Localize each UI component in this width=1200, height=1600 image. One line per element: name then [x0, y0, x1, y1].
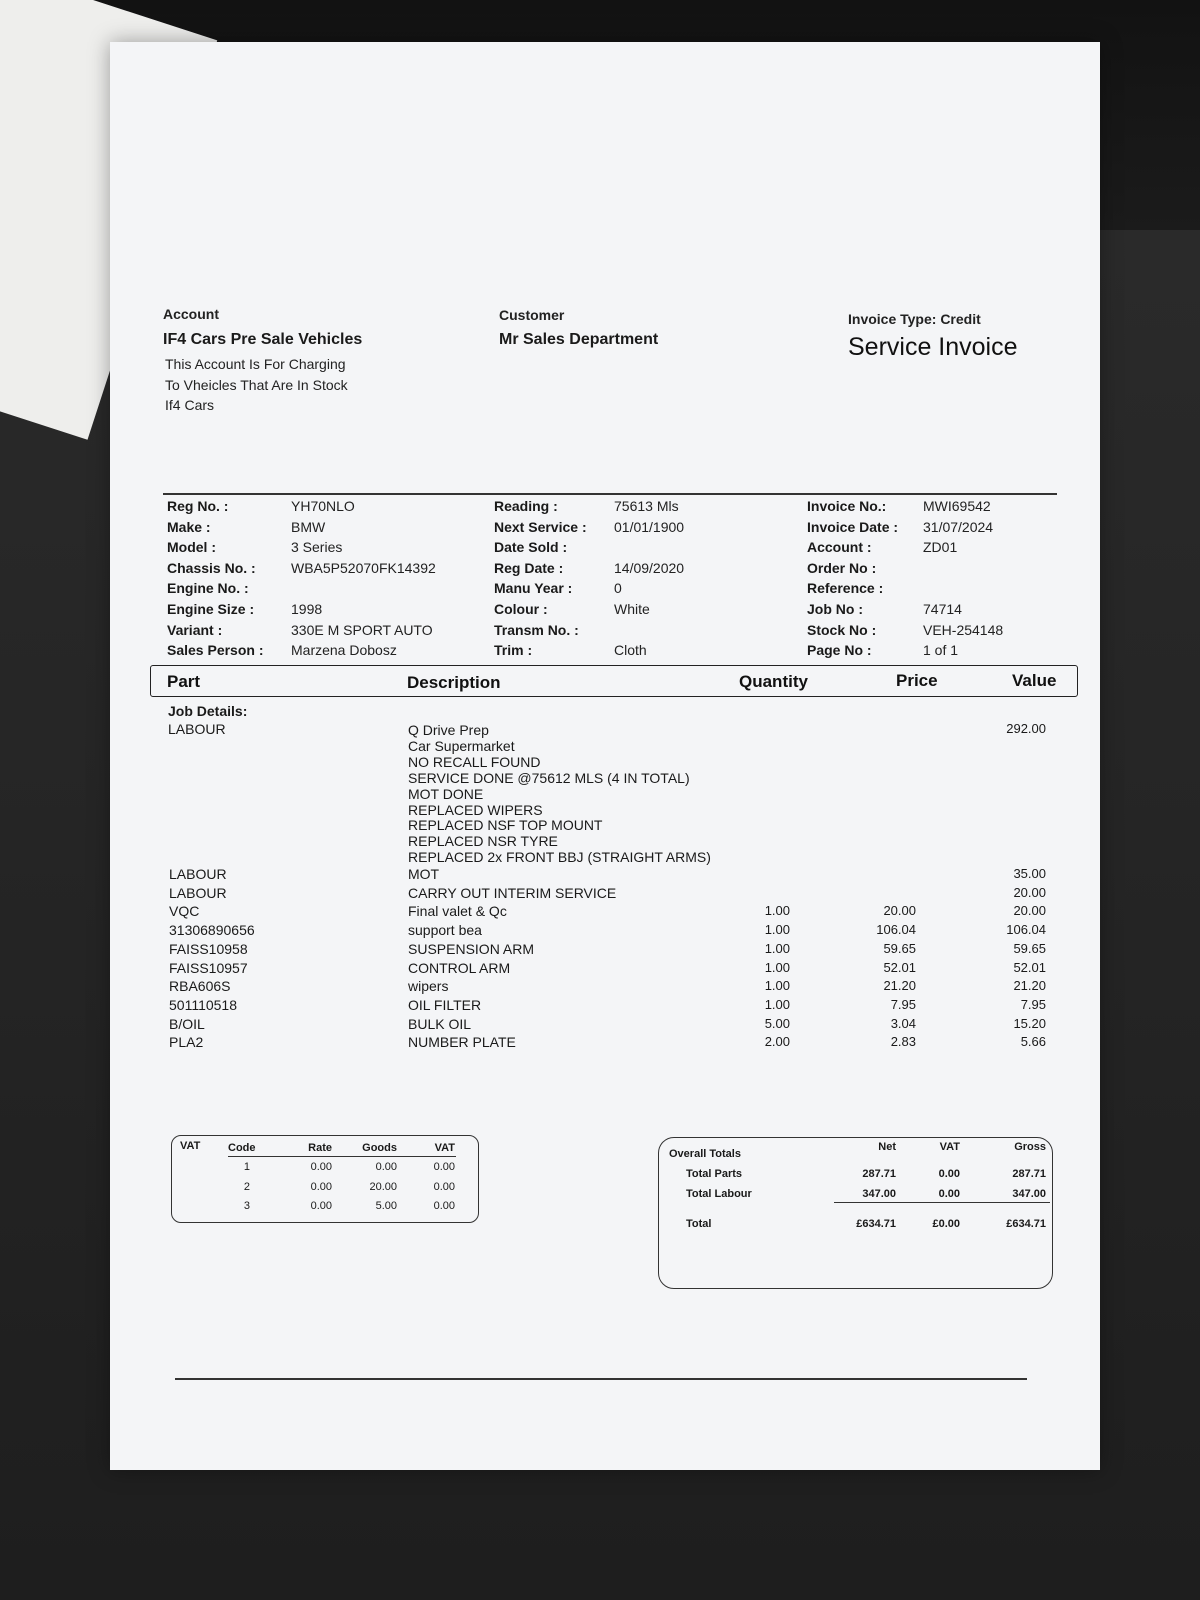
col3-label-2: Account : [807, 539, 872, 556]
item-description: Final valet & Qc [408, 903, 507, 920]
item-price: 52.01 [883, 959, 916, 975]
col3-label-3: Order No : [807, 559, 877, 576]
col1-value-7: Marzena Dobosz [291, 642, 397, 659]
header-divider [163, 493, 1057, 495]
col2-label-6: Transm No. : [494, 621, 579, 638]
col1-label-5: Engine Size : [167, 601, 255, 617]
item-value: 52.01 [1013, 959, 1046, 975]
customer-name: Mr Sales Department [499, 331, 659, 348]
first-item-desc-line-0: Q Drive Prep [408, 722, 489, 738]
col3-value-5: 74714 [923, 601, 962, 617]
vat-cell: 5.00 [375, 1200, 397, 1212]
vat-cell: 0.00 [433, 1200, 455, 1212]
item-price: 7.95 [890, 996, 916, 1012]
item-quantity: 1.00 [764, 978, 790, 994]
item-description: OIL FILTER [408, 996, 482, 1013]
column-header-bar [150, 665, 1078, 697]
col3-value-6: VEH-254148 [923, 621, 1004, 638]
item-description: support bea [408, 922, 482, 939]
vat-cell: 2 [243, 1180, 250, 1193]
totals-header-0: Net [878, 1141, 896, 1153]
item-part: LABOUR [169, 884, 227, 901]
col2-value-5: White [614, 601, 650, 617]
first-item-desc-line-3: SERVICE DONE @75612 MLS (4 IN TOTAL) [408, 769, 690, 786]
account-name: IF4 Cars Pre Sale Vehicles [163, 331, 363, 348]
item-part: 501110518 [169, 996, 237, 1013]
col1-value-5: 1998 [291, 601, 323, 617]
item-value: 21.20 [1013, 978, 1046, 994]
grand-total-net: £634.71 [856, 1218, 896, 1230]
grand-total-gross: £634.71 [1006, 1218, 1046, 1230]
col1-value-6: 330E M SPORT AUTO [291, 621, 433, 638]
item-price: 2.83 [890, 1034, 916, 1050]
account-address-3: If4 Cars [165, 397, 215, 413]
col3-value-1: 31/07/2024 [923, 518, 994, 535]
first-item-desc-line-6: REPLACED NSF TOP MOUNT [408, 817, 603, 834]
vat-header-2: Goods [362, 1142, 397, 1154]
column-price: Price [896, 671, 938, 690]
col3-value-2: ZD01 [923, 539, 958, 556]
item-description: wipers [408, 978, 449, 995]
item-price: 20.00 [883, 903, 916, 919]
col2-label-4: Manu Year : [494, 580, 573, 597]
vat-box-title: VAT [180, 1140, 201, 1152]
col1-label-1: Make : [167, 518, 211, 535]
item-value: 20.00 [1013, 884, 1046, 900]
account-address-1: This Account Is For Charging [165, 356, 346, 372]
invoice-sheet [110, 42, 1100, 1470]
item-price: 106.04 [876, 922, 916, 938]
item-part: PLA2 [169, 1034, 204, 1051]
item-part: FAISS10957 [169, 959, 248, 976]
grand-total-vat: £0.00 [932, 1218, 960, 1230]
vat-header-0: Code [228, 1142, 256, 1154]
item-value: 106.04 [1006, 922, 1046, 938]
col2-value-1: 01/01/1900 [614, 518, 685, 535]
col3-label-5: Job No : [807, 601, 863, 617]
column-description: Description [407, 673, 501, 692]
account-address-2: To Vheicles That Are In Stock [165, 377, 348, 393]
column-quantity: Quantity [739, 672, 808, 691]
item-value: 35.00 [1013, 866, 1046, 881]
col3-label-1: Invoice Date : [807, 518, 899, 535]
item-quantity: 1.00 [764, 940, 790, 956]
item-price: 21.20 [883, 978, 916, 994]
col3-label-4: Reference : [807, 580, 884, 597]
vat-header-rule [228, 1156, 456, 1157]
first-item-value: 292.00 [1006, 721, 1046, 736]
grand-total-label: Total [686, 1218, 712, 1230]
col3-value-7: 1 of 1 [923, 642, 959, 659]
col2-label-3: Reg Date : [494, 559, 564, 576]
item-value: 15.20 [1013, 1015, 1046, 1031]
first-item-desc-line-8: REPLACED 2x FRONT BBJ (STRAIGHT ARMS) [408, 849, 711, 866]
col3-value-0: MWI69542 [923, 498, 991, 514]
item-quantity: 1.00 [764, 903, 790, 919]
item-value: 59.65 [1013, 940, 1046, 956]
item-quantity: 1.00 [764, 996, 790, 1012]
col2-label-0: Reading : [494, 498, 558, 514]
col2-value-0: 75613 Mls [614, 498, 679, 514]
col2-value-7: Cloth [614, 642, 647, 659]
totals-row-vat: 0.00 [938, 1168, 960, 1180]
vat-cell: 3 [243, 1200, 250, 1212]
vat-header-1: Rate [308, 1142, 332, 1154]
vat-cell: 0.00 [433, 1180, 455, 1193]
item-description: BULK OIL [408, 1015, 472, 1032]
vat-cell: 20.00 [369, 1180, 397, 1193]
invoice-type: Invoice Type: Credit [848, 311, 981, 327]
totals-row-vat: 0.00 [938, 1188, 960, 1200]
col1-value-1: BMW [291, 518, 326, 535]
col2-label-1: Next Service : [494, 518, 587, 535]
col1-value-0: YH70NLO [291, 498, 355, 514]
item-value: 7.95 [1020, 996, 1046, 1012]
col1-value-3: WBA5P52070FK14392 [291, 559, 436, 576]
vat-cell: 0.00 [433, 1161, 455, 1173]
footer-divider [175, 1378, 1027, 1380]
col2-label-7: Trim : [494, 642, 533, 659]
document-title: Service Invoice [848, 333, 1018, 361]
col2-value-4: 0 [614, 580, 622, 597]
first-item-desc-line-1: Car Supermarket [408, 737, 515, 754]
col1-label-4: Engine No. : [167, 580, 249, 597]
item-part: LABOUR [169, 866, 227, 882]
first-item-desc-line-5: REPLACED WIPERS [408, 801, 543, 818]
first-item-part: LABOUR [168, 721, 226, 737]
totals-rule [834, 1202, 1050, 1203]
col2-label-5: Colour : [494, 601, 548, 617]
item-part: RBA606S [169, 978, 231, 995]
item-quantity: 5.00 [764, 1015, 790, 1031]
totals-row-gross: 347.00 [1012, 1188, 1046, 1200]
totals-row-label: Total Labour [686, 1188, 752, 1200]
item-description: SUSPENSION ARM [408, 940, 535, 957]
job-details-label: Job Details: [168, 703, 248, 719]
vat-cell: 1 [243, 1161, 250, 1173]
column-part: Part [167, 672, 201, 691]
item-part: FAISS10958 [169, 940, 248, 957]
item-quantity: 1.00 [764, 922, 790, 938]
col3-label-6: Stock No : [807, 621, 877, 638]
item-description: NUMBER PLATE [408, 1034, 516, 1051]
col2-value-3: 14/09/2020 [614, 559, 685, 576]
customer-heading: Customer [499, 307, 565, 323]
vat-cell: 0.00 [310, 1200, 332, 1212]
item-quantity: 1.00 [764, 959, 790, 975]
vat-header-3: VAT [434, 1142, 455, 1154]
item-part: B/OIL [169, 1015, 205, 1032]
vat-cell: 0.00 [310, 1180, 332, 1193]
first-item-desc-line-4: MOT DONE [408, 785, 484, 802]
col3-label-0: Invoice No.: [807, 498, 887, 514]
item-price: 3.04 [890, 1015, 916, 1031]
totals-header-2: Gross [1014, 1141, 1046, 1153]
totals-row-net: 347.00 [862, 1188, 896, 1200]
first-item-desc-line-7: REPLACED NSR TYRE [408, 833, 558, 850]
first-item-desc-line-2: NO RECALL FOUND [408, 753, 541, 770]
col3-label-7: Page No : [807, 642, 872, 659]
item-description: CARRY OUT INTERIM SERVICE [408, 884, 617, 901]
col1-label-6: Variant : [167, 621, 223, 638]
item-part: 31306890656 [169, 922, 255, 939]
item-value: 5.66 [1020, 1034, 1046, 1050]
col1-label-2: Model : [167, 539, 216, 556]
totals-row-net: 287.71 [862, 1168, 896, 1180]
col1-label-3: Chassis No. : [167, 559, 256, 576]
item-quantity: 2.00 [764, 1034, 790, 1050]
col1-label-7: Sales Person : [167, 642, 264, 659]
item-price: 59.65 [883, 940, 916, 956]
item-description: MOT [408, 866, 440, 882]
totals-header-1: VAT [939, 1141, 960, 1153]
totals-row-gross: 287.71 [1012, 1168, 1046, 1180]
column-value: Value [1012, 671, 1057, 690]
item-description: CONTROL ARM [408, 959, 511, 976]
item-part: VQC [169, 903, 200, 920]
item-value: 20.00 [1013, 903, 1046, 919]
col2-label-2: Date Sold : [494, 539, 568, 556]
totals-row-label: Total Parts [686, 1168, 743, 1180]
totals-title: Overall Totals [669, 1148, 741, 1160]
col1-value-2: 3 Series [291, 539, 343, 556]
account-heading: Account [163, 306, 219, 322]
vat-cell: 0.00 [375, 1161, 397, 1173]
vat-cell: 0.00 [310, 1161, 332, 1173]
col1-label-0: Reg No. : [167, 498, 229, 514]
